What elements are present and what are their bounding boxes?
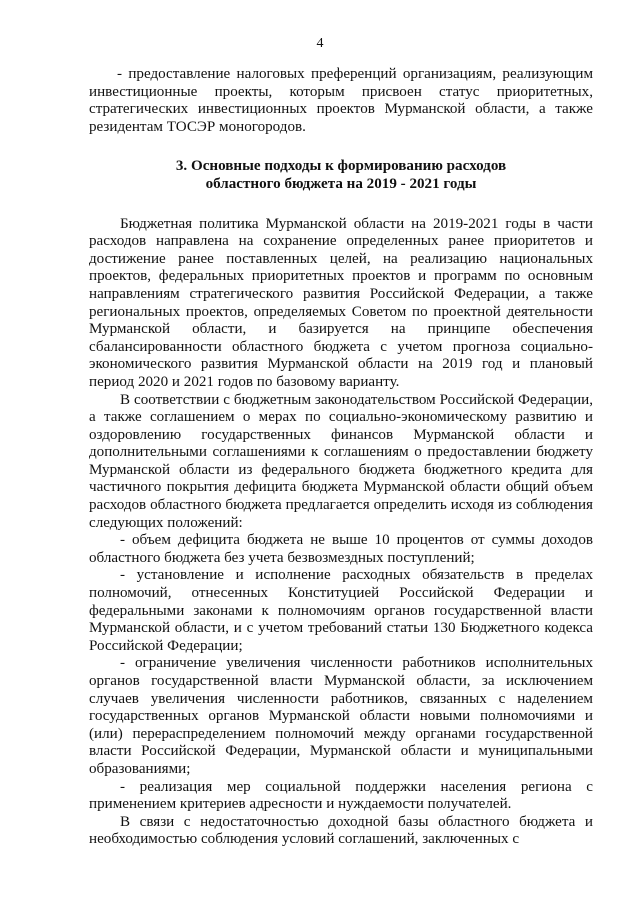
paragraph-deficit-limit: - объем дефицита бюджета не выше 10 процентов от суммы доходов областного бюджета без учета безвозмездных поступлений; <box>89 532 593 566</box>
paragraph-legislation: В соответствии с бюджетным законодательством Российской Федерации, а также соглашением о мерах по социально-экономическому развитию и оздоровлению государственных финансов Мурманской области и дополнительными соглашениями к соглашениям о предоставлении бюджету Мурманской области из федерального бюджета бюджетного кредита для частичного покрытия дефицита бюджета Мурманской области общий объем расходов областного бюджета предлагается определить исходя из соблюдения следующих положений: <box>89 391 593 531</box>
paragraph-staff-limitation: - ограничение увеличения численности работников исполнительных органов государственной власти Мурманской области, за исключением случаев увеличения численности работников, связанных с наделением государственных органов Мурманской области новыми полномочиями и (или) перераспределением полномочий между органами государственной власти Российской Федерации, Мурманской области и муниципальными образованиями; <box>89 655 593 777</box>
paragraph-social-support: - реализация мер социальной поддержки населения региона с применением критериев адресности и нуждаемости получателей. <box>89 778 593 813</box>
page-number: 4 <box>316 36 324 51</box>
intro-paragraph: - предоставление налоговых преференций организациям, реализующим инвестиционные проекты, которым присвоен статус приоритетных, стратегических инвестиционных проектов Мурманской области, а также резидентам ТОСЭР моногородов. <box>89 66 593 135</box>
section-heading <box>89 158 593 193</box>
paragraph-budget-policy: Бюджетная политика Мурманской области на 2019-2021 годы в части расходов направлена на сохранение определенных ранее приоритетов и достижение ранее поставленных целей, на реализацию национальных проектов, федеральных приоритетных проектов и программ по основным направлениям стратегического развития Российской Федерации, а также региональных проектов, определяемых Советом по проектной деятельности Мурманской области, и базируется на принципе обеспечения сбалансированности областного бюджета с учетом прогноза социально-экономического развития Мурманской области на 2019 год и плановый период 2020 и 2021 годов по базовому варианту. <box>89 215 593 390</box>
section-heading-line-1: 3. Основные подходы к формированию расходов <box>175 158 507 175</box>
paragraph-revenue-base: В связи с недостаточностью доходной базы областного бюджета и необходимостью соблюдения условий соглашений, заключенных с <box>89 813 593 848</box>
document-body <box>89 66 593 849</box>
paragraph-expenditure-obligations: - установление и исполнение расходных обязательств в пределах полномочий, отнесенных Конституцией Российской Федерации и федеральными законами к полномочиям органов государственной власти Мурманской области, и с учетом требований статьи 130 Бюджетного кодекса Российской Федерации; <box>89 567 593 654</box>
section-heading-line-2: областного бюджета на 2019 - 2021 годы <box>205 175 477 192</box>
